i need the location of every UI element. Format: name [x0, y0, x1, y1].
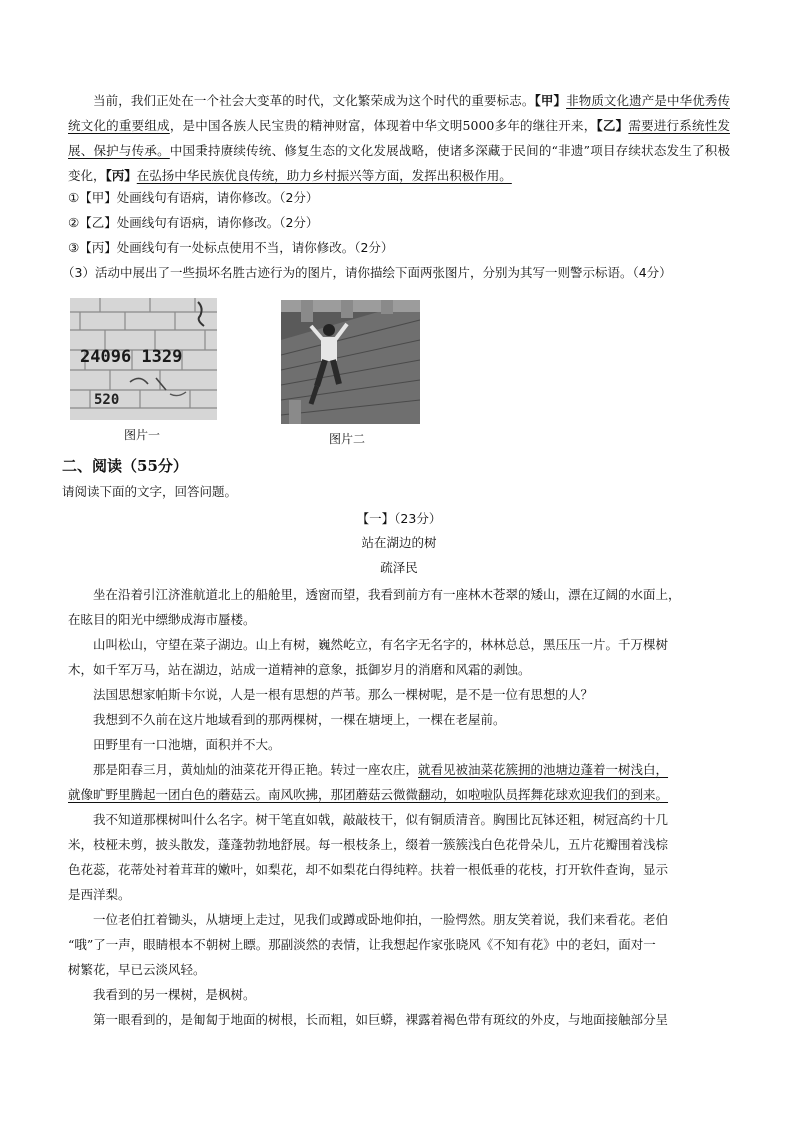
underlined-sentence-yi: 需要进行系统性发展、保护与传承。 [68, 118, 730, 158]
intro-sentence-2: ，是中国各族人民宝贵的精神财富，体现着中华文明5000多年的继往开来， [169, 118, 597, 133]
article-p8-line3: 树繁花，早已云淡风轻。 [68, 962, 206, 977]
graffiti-wall-image [70, 298, 217, 420]
question-3: ③【丙】处画线句有一处标点使用不当，请你修改。（2分） [68, 240, 394, 255]
section-title: 二、阅读（55分） [62, 457, 188, 475]
section-instruction: 请阅读下面的文字，回答问题。 [62, 484, 238, 499]
article-p6-line1-a: 那是阳春三月，黄灿灿的油菜花开得正艳。转过一座农庄， [93, 762, 419, 777]
article-p1-line1: 坐在沿着引江济淮航道北上的船舱里，透窗而望，我看到前方有一座林木苍翠的矮山，漂在辽阔的水面上， [93, 587, 681, 602]
picture-2-caption: 图片二 [329, 432, 366, 446]
picture-1-caption: 图片一 [124, 428, 161, 442]
mark-yi: 【乙】 [596, 118, 629, 133]
article-p3: 法国思想家帕斯卡尔说，人是一根有思想的芦苇。那么一棵树呢，是不是一位有思想的人？ [93, 687, 594, 702]
article-p6-line2-underlined-a: 就像旷野里腾起一团白色的蘑菇云。 [68, 787, 269, 802]
article-p7-line1: 我不知道那棵树叫什么名字。树干笔直如戟，敲敲枝干，似有铜质清音。胸围比瓦钵还粗，树冠高约十几 [93, 812, 669, 827]
article-p8-line2: “哦”了一声，眼睛根本不朝树上瞟。那副淡然的表情，让我想起作家张晓风《不知有花》中的老妇，面对一 [68, 937, 656, 952]
intro-paragraph [68, 88, 730, 188]
article-p6-line1 [68, 757, 730, 782]
underlined-sentence-bing: 在弘扬中华民族优良传统，助力乡村振兴等方面，发挥出积极作用。 [136, 168, 512, 183]
article-p5: 田野里有一口池塘，面积并不大。 [93, 737, 281, 752]
article-p7-line2: 米，枝桠未剪，披头散发，蓬蓬勃勃地舒展。每一根枝条上，缀着一簇簇浅白色花骨朵儿，五片花瓣围着浅棕 [68, 837, 669, 852]
wall-climbing-image [281, 300, 420, 424]
picture-graffiti-wall [70, 298, 217, 420]
article-p6-line1-underlined: 就看见被油菜花簇拥的池塘边蓬着一树浅白， [418, 762, 669, 777]
mark-jia: 【甲】 [534, 93, 567, 108]
graffiti-numbers: 24096 1329 [80, 347, 183, 367]
article-p2-line1: 山叫松山，守望在菜子湖边。山上有树，巍然屹立，有名字无名字的，林林总总，黑压压一片。千万棵树 [93, 637, 669, 652]
picture-wall-climbing [281, 300, 420, 424]
underlined-sentence-jia: 非物质文化遗产是中华优秀传统文化的重要组成 [68, 93, 730, 133]
article-author: 疏泽民 [380, 560, 418, 575]
article-p7-line3: 色花蕊，花蒂处衬着茸茸的嫩叶，如梨花，却不如梨花白得纯粹。扶着一根低垂的花枝，打开软件查询，显示 [68, 862, 669, 877]
article-p1-line2: 在眩目的阳光中缥缈成海市蜃楼。 [68, 612, 256, 627]
article-p4: 我想到不久前在这片地域看到的那两棵树，一棵在塘埂上，一棵在老屋前。 [93, 712, 506, 727]
question-1: ①【甲】处画线句有语病，请你修改。（2分） [68, 190, 319, 205]
intro-sentence-3: 中国秉持赓续传统、修复生态的文化发展战略，使诸多深藏于民间的“非遗”项目存续状态发生了积极变化， [68, 143, 730, 183]
article-p7-line4: 是西洋梨。 [68, 887, 131, 902]
question-2: ②【乙】处画线句有语病，请你修改。（2分） [68, 215, 319, 230]
article-p10: 第一眼看到的，是匍匐于地面的树根，长而粗，如巨蟒，裸露着褐色带有斑纹的外皮，与地面接触部分呈 [93, 1012, 669, 1027]
question-4: （3）活动中展出了一些损坏名胜古迹行为的图片，请你描绘下面两张图片，分别为其写一则警示标语。（4分） [62, 265, 672, 280]
article-p2-line2: 木，如千军万马，站在湖边，站成一道精神的意象，抵御岁月的消磨和风霜的剥蚀。 [68, 662, 531, 677]
article-p8-line1: 一位老伯扛着锄头，从塘埂上走过，见我们或蹲或卧地仰拍，一脸愕然。朋友笑着说，我们来看花。老伯 [93, 912, 669, 927]
intro-sentence-1: 当前，我们正处在一个社会大变革的时代，文化繁荣成为这个时代的重要标志。 [93, 93, 535, 108]
article-p6-line2 [68, 782, 730, 807]
article-p9: 我看到的另一棵树，是枫树。 [93, 987, 256, 1002]
part-heading: 【一】（23分） [356, 511, 442, 526]
article-p6-line2-underlined-b: 南风吹拂，那团蘑菇云微微翻动，如啦啦队员挥舞花球欢迎我们的到来。 [268, 787, 669, 802]
mark-bing: 【丙】 [105, 168, 137, 183]
graffiti-numbers-2: 520 [94, 392, 120, 408]
article-title: 站在湖边的树 [361, 535, 437, 550]
